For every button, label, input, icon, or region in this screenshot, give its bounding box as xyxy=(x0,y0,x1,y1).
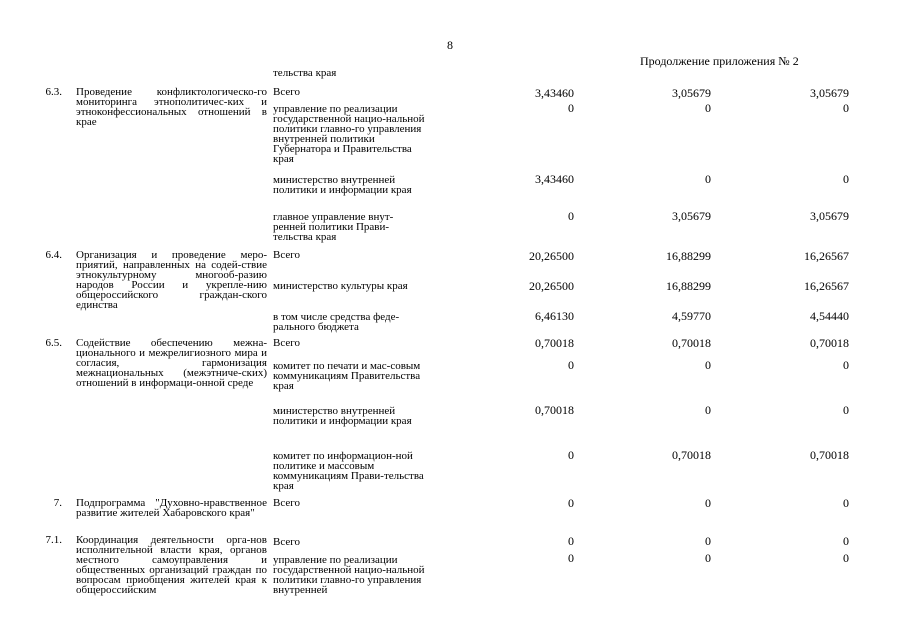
value-cell: 0 xyxy=(568,101,574,115)
value-cell: 0 xyxy=(568,358,574,372)
value-cell: 0 xyxy=(843,551,849,565)
row-name: Подпрограмма "Духовно-нравственное развитие жителей Хабаровского края" xyxy=(76,497,267,519)
sub-label: Всего xyxy=(273,536,300,548)
value-cell: 0 xyxy=(843,358,849,372)
value-cell: 4,54440 xyxy=(810,309,849,323)
value-cell: 0 xyxy=(705,496,711,510)
sub-label: в том числе средства феде-рального бюджета xyxy=(273,311,400,333)
sub-label: комитет по информацион-ной политике и массовым коммуникациям Прави-тельства края xyxy=(273,450,424,492)
sub-label: комитет по печати и мас-совым коммуникациям Правительства края xyxy=(273,360,421,392)
value-cell: 16,26567 xyxy=(804,279,849,293)
value-cell: 3,43460 xyxy=(535,172,574,186)
value-cell: 0,70018 xyxy=(810,448,849,462)
value-cell: 0 xyxy=(843,403,849,417)
value-cell: 0,70018 xyxy=(672,448,711,462)
value-cell: 3,05679 xyxy=(810,209,849,223)
sub-label: Всего xyxy=(273,249,300,261)
value-cell: 0 xyxy=(705,358,711,372)
row-name: Проведение конфликтологическо-го мониторинга этнополитичес-ких и этноконфессиональных отношений в крае xyxy=(76,86,267,128)
value-cell: 6,46130 xyxy=(535,309,574,323)
value-cell: 0 xyxy=(843,172,849,186)
value-cell: 0,70018 xyxy=(535,336,574,350)
sub-label: управление по реализации государственной нацио-нальной политики главно-го управления внутренней политики Губернатора и Правительства края xyxy=(273,103,425,165)
value-cell: 0 xyxy=(568,448,574,462)
sub-label: управление по реализации государственной нацио-нальной политики главно-го управления внутренней xyxy=(273,554,425,596)
row-index: 6.3. xyxy=(45,86,62,98)
value-cell: 3,05679 xyxy=(672,209,711,223)
sub-label: Всего xyxy=(273,337,300,349)
value-cell: 0 xyxy=(568,551,574,565)
sub-label: главное управление внут-ренней политики Прави-тельства края xyxy=(273,211,394,243)
value-cell: 0 xyxy=(843,534,849,548)
value-cell: 4,59770 xyxy=(672,309,711,323)
value-cell: 3,43460 xyxy=(535,86,574,100)
value-cell: 3,05679 xyxy=(672,86,711,100)
sub-label: министерство внутренней политики и информации края xyxy=(273,405,412,427)
page-number: 8 xyxy=(447,38,453,52)
row-name: Координация деятельности орга-нов исполнительной власти края, органов местного самоуправления и общественных организаций граждан по вопросам приобщения жителей края к общероссийским xyxy=(76,534,267,596)
value-cell: 0 xyxy=(705,551,711,565)
row-index: 7.1. xyxy=(45,534,62,546)
row-name: Содействие обеспечению межна-ционального и межрелигиозного мира и согласия, гармонизация межнациональных (межэтниче-ских) отношений в информаци-онной среде xyxy=(76,337,267,389)
value-cell: 16,88299 xyxy=(666,249,711,263)
sub-label: министерство внутренней политики и информации края xyxy=(273,174,412,196)
row-name: Организация и проведение меро-приятий, направленных на содей-ствие этнокультурному многооб-разию народов России и укрепле-нию общероссийского граждан-ского единства xyxy=(76,249,267,311)
value-cell: 3,05679 xyxy=(810,86,849,100)
row-index: 6.4. xyxy=(45,249,62,261)
continuation-title: Продолжение приложения № 2 xyxy=(640,54,799,68)
sub-label: Всего xyxy=(273,86,300,98)
value-cell: 0 xyxy=(705,101,711,115)
value-cell: 0,70018 xyxy=(810,336,849,350)
value-cell: 0,70018 xyxy=(535,403,574,417)
sub-label: министерство культуры края xyxy=(273,280,408,292)
carryover-text: тельства края xyxy=(273,67,337,79)
value-cell: 0 xyxy=(705,403,711,417)
value-cell: 16,88299 xyxy=(666,279,711,293)
value-cell: 20,26500 xyxy=(529,249,574,263)
value-cell: 0,70018 xyxy=(672,336,711,350)
sub-label: Всего xyxy=(273,497,300,509)
value-cell: 16,26567 xyxy=(804,249,849,263)
value-cell: 0 xyxy=(705,172,711,186)
value-cell: 0 xyxy=(705,534,711,548)
row-index: 6.5. xyxy=(45,337,62,349)
value-cell: 0 xyxy=(843,101,849,115)
value-cell: 0 xyxy=(843,496,849,510)
value-cell: 0 xyxy=(568,209,574,223)
row-index: 7. xyxy=(53,497,62,509)
value-cell: 0 xyxy=(568,534,574,548)
value-cell: 0 xyxy=(568,496,574,510)
value-cell: 20,26500 xyxy=(529,279,574,293)
